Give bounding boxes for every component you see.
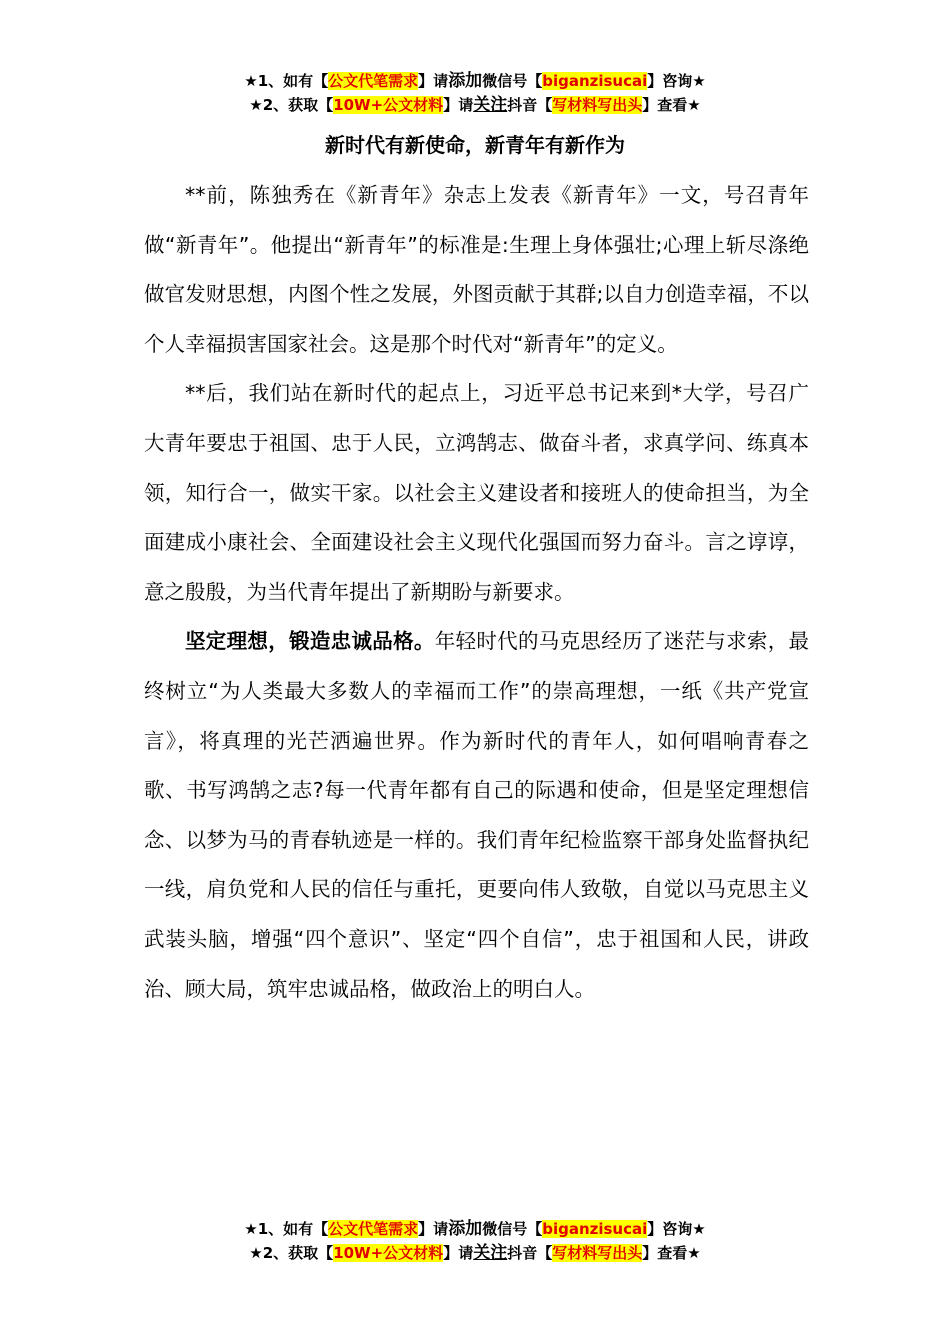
paragraph-3 (144, 617, 809, 1014)
paragraph-text: 年轻时代的马克思经历了迷茫与求索，最终树立“为人类最大多数人的幸福而工作”的崇高理想，一纸《共产党宣言》，将真理的光芒洒遍世界。作为新时代的青年人，如何唱响青春之歌、书写鸿鹄之志?每一代青年都有自己的际遇和使命，但是坚定理想信念、以梦为马的青春轨迹是一样的。我们青年纪检监察干部身处监督执纪一线，肩负党和人民的信任与重托，更要向伟人致敬，自觉以马克思主义武装头脑，增强“四个意识”、坚定“四个自信”，忠于祖国和人民，讲政治、顾大局，筑牢忠诚品格，做政治上的明白人。 (144, 629, 810, 1001)
banner-line-1 (0, 1217, 950, 1241)
highlight-douyin-id: 写材料写出头 (552, 96, 643, 114)
banner-text: 】请 (443, 96, 474, 114)
document-body (144, 171, 809, 1014)
banner-text: 】咨询★ (647, 1220, 706, 1238)
banner-text: ★1、如有【 (244, 72, 329, 90)
footer-banner (0, 1217, 950, 1265)
banner-text: 】请 (418, 72, 449, 90)
paragraph-1 (144, 171, 809, 369)
highlight-materials: 10W+公文材料 (333, 96, 444, 114)
highlight-wechat-id: biganzisucai (542, 1220, 648, 1238)
banner-text: ★2、获取【 (249, 1244, 334, 1262)
highlight-wechat-id: biganzisucai (542, 72, 648, 90)
document-title: 新时代有新使命，新青年有新作为 (325, 133, 625, 157)
banner-text: 】查看★ (642, 1244, 701, 1262)
banner-text: 微信号【 (482, 72, 543, 90)
emphasis-add: 添加 (448, 71, 483, 91)
highlight-materials: 10W+公文材料 (333, 1244, 444, 1262)
paragraph-lead: 坚定理想，锻造忠诚品格。 (185, 629, 435, 654)
banner-text: 】请 (418, 1220, 449, 1238)
paragraph-text: **前，陈独秀在《新青年》杂志上发表《新青年》一文，号召青年做“新青年”。他提出“新青年”的标准是:生理上身体强壮;心理上斩尽涤绝做官发财思想，内图个性之发展，外图贡献于其群;以自力创造幸福，不以个人幸福损害国家社会。这是那个时代对“新青年”的定义。 (144, 183, 809, 356)
highlight-service: 公文代笔需求 (328, 1220, 419, 1238)
emphasis-add: 添加 (448, 1219, 483, 1239)
banner-text: ★2、获取【 (249, 96, 334, 114)
banner-text: 微信号【 (482, 1220, 543, 1238)
banner-line-1 (0, 69, 950, 93)
highlight-douyin-id: 写材料写出头 (552, 1244, 643, 1262)
banner-text: 抖音【 (507, 1244, 553, 1262)
banner-text: 】查看★ (642, 96, 701, 114)
paragraph-text: **后，我们站在新时代的起点上，习近平总书记来到*大学，号召广大青年要忠于祖国、忠于人民，立鸿鹄志、做奋斗者，求真学问、练真本领，知行合一，做实干家。以社会主义建设者和接班人的使命担当，为全面建成小康社会、全面建设社会主义现代化强国而努力奋斗。言之谆谆，意之殷殷，为当代青年提出了新期盼与新要求。 (144, 381, 809, 604)
banner-text: 】请 (443, 1244, 474, 1262)
banner-text: 】咨询★ (647, 72, 706, 90)
emphasis-follow: 关注 (473, 1243, 508, 1263)
highlight-service: 公文代笔需求 (328, 72, 419, 90)
banner-text: 抖音【 (507, 96, 553, 114)
banner-line-2 (0, 93, 950, 117)
emphasis-follow: 关注 (473, 95, 508, 115)
header-banner (0, 69, 950, 117)
paragraph-2 (144, 369, 809, 617)
banner-line-2 (0, 1241, 950, 1265)
banner-text: ★1、如有【 (244, 1220, 329, 1238)
